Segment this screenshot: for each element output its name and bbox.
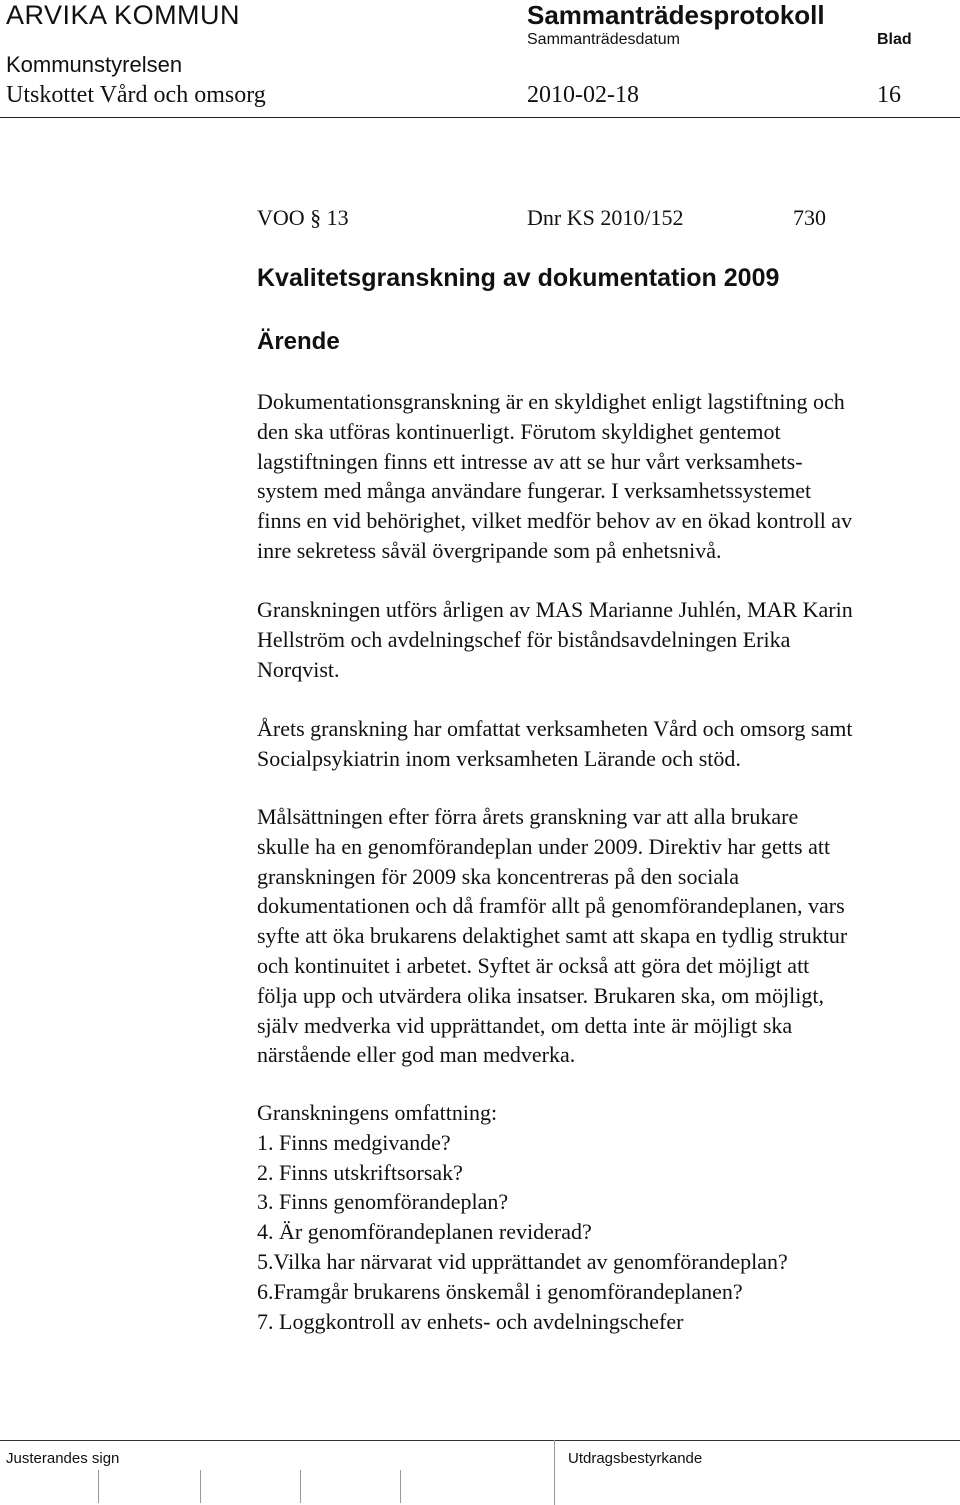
meeting-date: 2010-02-18: [527, 82, 639, 108]
list-item: 2. Finns utskriftsorsak?: [257, 1159, 463, 1185]
board-name: Kommunstyrelsen: [6, 52, 183, 77]
organization-name: ARVIKA KOMMUN: [6, 0, 241, 30]
text-line: den ska utföras kontinuerligt. Förutom skyldighet gentemot: [257, 418, 781, 444]
footer-divider: [0, 1440, 960, 1441]
scope-heading: Granskningens omfattning:: [257, 1100, 498, 1125]
paragraph-1: [257, 387, 957, 566]
list-item: 5.Vilka har närvarat vid upprättandet av genomförandeplan?: [257, 1248, 788, 1274]
text-line: finns en vid behörighet, vilket medför behov av en ökad kontroll av: [257, 508, 853, 534]
section-heading: Ärende: [257, 328, 340, 355]
text-line: följa upp och utvärdera olika insatser. Brukaren ska, om möjligt,: [257, 982, 824, 1008]
text-line: skulle ha en genomförandeplan under 2009. Direktiv har getts att: [257, 833, 831, 859]
list-item: 1. Finns medgivande?: [257, 1129, 451, 1155]
header-divider: [0, 117, 960, 118]
text-line: syfte att öka brukarens delaktighet samt att skapa en tydlig struktur: [257, 923, 848, 949]
text-line: själv medverka vid upprättandet, om detta inte är möjligt ska: [257, 1012, 793, 1038]
text-line: inre sekretess såväl övergripande som på enhetsnivå.: [257, 537, 722, 563]
text-line: granskningen för 2009 ska koncentreras på den sociala: [257, 863, 740, 889]
text-line: Dokumentationsgranskning är en skyldighet enligt lagstiftning och: [257, 389, 845, 414]
signature-box-divider: [200, 1470, 201, 1503]
document-type: Sammanträdesprotokoll: [527, 0, 825, 30]
paragraph-3: [257, 714, 957, 774]
text-line: närstående eller god man medverka.: [257, 1042, 576, 1068]
certification-label: Utdragsbestyrkande: [568, 1450, 703, 1467]
paragraph-4: [257, 802, 957, 1070]
signature-box-divider: [300, 1470, 301, 1503]
footer-separator: [554, 1440, 555, 1505]
text-line: lagstiftningen finns ett intresse av att se hur vårt verksamhets-: [257, 448, 803, 474]
text-line: Målsättningen efter förra årets granskning var att alla brukare: [257, 804, 799, 829]
text-line: dokumentationen och då framför allt på genomförandeplanen, vars: [257, 893, 845, 919]
text-line: och kontinuitet i arbetet. Syftet är också att göra det möjligt att: [257, 952, 810, 978]
text-line: Norqvist.: [257, 656, 340, 682]
list-item: 4. Är genomförandeplanen reviderad?: [257, 1219, 592, 1245]
text-line: system med många användare fungerar. I verksamhetssystemet: [257, 478, 812, 504]
page-number: 16: [877, 82, 901, 108]
case-title: Kvalitetsgranskning av dokumentation 2009: [257, 264, 780, 292]
scope-list: [257, 1098, 957, 1336]
committee-name: Utskottet Vård och omsorg: [6, 82, 266, 108]
list-item: 6.Framgår brukarens önskemål i genomförandeplanen?: [257, 1278, 743, 1304]
text-line: Granskningen utförs årligen av MAS Marianne Juhlén, MAR Karin: [257, 597, 853, 622]
diary-number: Dnr KS 2010/152: [527, 205, 684, 230]
page-label: Blad: [877, 31, 912, 48]
text-line: Hellström och avdelningschef för biståndsavdelningen Erika: [257, 626, 791, 652]
text-line: Årets granskning har omfattat verksamheten Vård och omsorg samt: [257, 716, 853, 741]
list-item: 3. Finns genomförandeplan?: [257, 1189, 509, 1215]
text-line: Socialpsykiatrin inom verksamheten Lärande och stöd.: [257, 745, 741, 771]
paragraph-number: VOO § 13: [257, 205, 349, 230]
paragraph-2: [257, 595, 957, 684]
list-item: 7. Loggkontroll av enhets- och avdelningschefer: [257, 1308, 684, 1334]
signature-label: Justerandes sign: [6, 1450, 120, 1467]
archive-code: 730: [793, 205, 826, 230]
signature-box-divider: [98, 1470, 99, 1503]
signature-box-divider: [400, 1470, 401, 1503]
meeting-date-label: Sammanträdesdatum: [527, 31, 680, 48]
